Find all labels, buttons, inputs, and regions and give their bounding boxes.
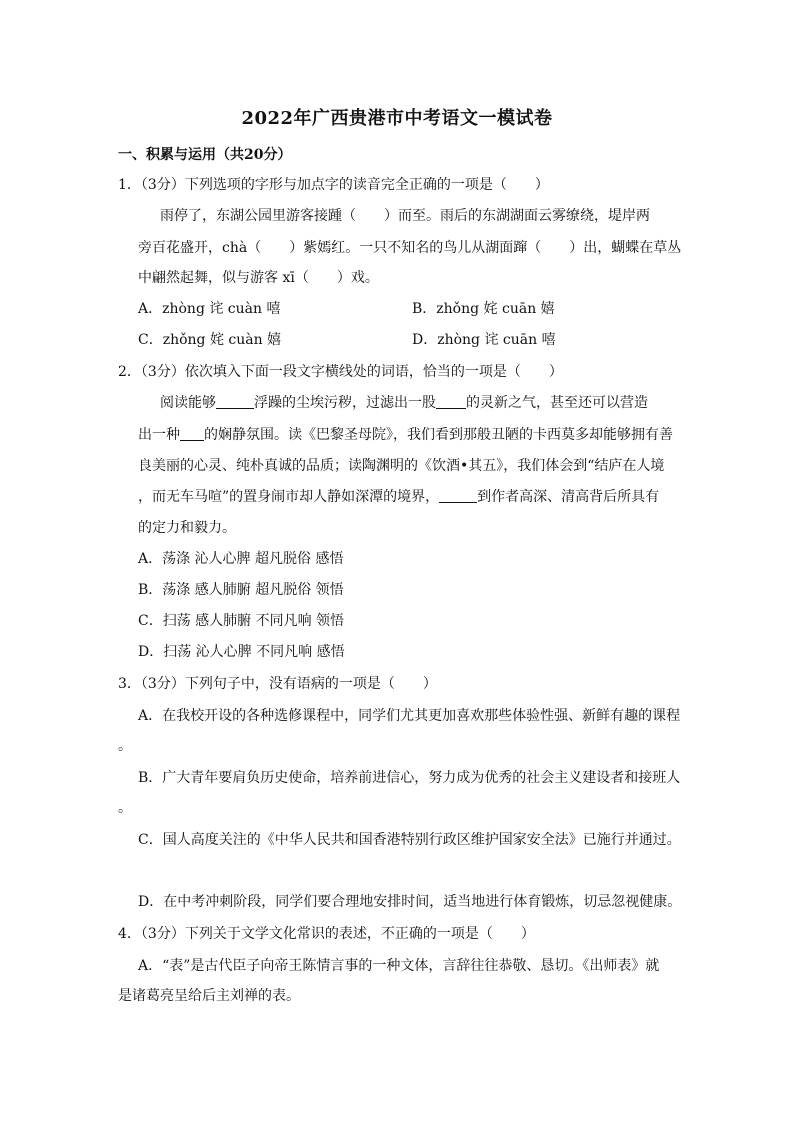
question-2-option-c: C．扫荡 感人肺腑 不同凡响 领悟 [138, 613, 345, 629]
question-3-option-b-continued: 。 [118, 800, 132, 816]
passage-text: 出一种 [138, 427, 180, 443]
answer-blank [439, 488, 477, 503]
question-2-option-d: D．扫荡 沁人心脾 不同凡响 感悟 [138, 644, 345, 660]
answer-blank [436, 394, 466, 409]
question-1-stem: 1．（3分）下列选项的字形与加点字的读音完全正确的一项是（ ） [118, 177, 549, 193]
passage-text: 的娴静氛围。读《巴黎圣母院》，我们看到那般丑陋的卡西莫多却能够拥有善 [204, 427, 673, 443]
question-2-passage-line [160, 393, 648, 413]
question-3-option-c: C．国人高度关注的《中华人民共和国香港特别行政区维护国家安全法》已施行并通过。 [138, 832, 681, 848]
passage-text: 的灵新之气，甚至还可以营造 [466, 395, 648, 411]
question-1-passage-line: 旁百花盛开，chà（ ）紫嫣红。一只不知名的鸟儿从湖面蹿（ ）出，蝴蝶在草丛 [138, 240, 682, 256]
question-4-option-a: A．“表”是古代臣子向帝王陈情言事的一种文体，言辞往往恭敬、恳切。《出师表》就 [138, 958, 660, 974]
question-4-stem: 4．（3分）下列关于文学文化常识的表述，不正确的一项是（ ） [118, 926, 535, 942]
question-1-option-c: C．zhǒng 姹 cuàn 嬉 [138, 332, 282, 348]
question-2-passage-line [138, 425, 673, 445]
question-1-option-a: A．zhòng 诧 cuàn 嘻 [138, 301, 281, 317]
question-2-option-a: A．荡涤 沁人心脾 超凡脱俗 感悟 [138, 551, 344, 567]
question-3-option-a: A．在我校开设的各种选修课程中，同学们尤其更加喜欢那些体验性强、新鲜有趣的课程 [138, 708, 681, 724]
passage-text: 到作者高深、清高背后所具有 [477, 489, 660, 505]
question-2-passage-line [138, 487, 659, 507]
question-1-passage-line: 中翩然起舞，似与游客 xī（ ）戏。 [138, 270, 379, 286]
question-3-stem: 3．（3分）下列句子中，没有语病的一项是（ ） [118, 676, 437, 692]
question-3-option-b: B．广大青年要肩负历史使命，培养前进信心，努力成为优秀的社会主义建设者和接班人 [138, 770, 681, 786]
question-1-option-b: B．zhǒng 姹 cuān 嬉 [412, 301, 555, 317]
question-3-option-a-continued: 。 [118, 738, 132, 754]
passage-text: 浮躁的尘埃污秽，过滤出一股 [254, 395, 436, 411]
section-heading: 一、积累与运用（共20分） [118, 147, 292, 163]
question-2-passage-line: 良美丽的心灵、纯朴真诚的品质；读陶渊明的《饮酒•其五》，我们体会到“结庐在人境 [138, 458, 665, 474]
answer-blank [216, 394, 254, 409]
question-1-passage-line: 雨停了，东湖公园里游客接踵（ ）而至。雨后的东湖湖面云雾缭绕，堤岸两 [160, 208, 650, 224]
answer-blank [180, 426, 204, 441]
page-title: 2022年广西贵港市中考语文一模试卷 [241, 108, 553, 129]
question-4-option-a-continued: 是诸葛亮呈给后主刘禅的表。 [118, 988, 300, 1004]
question-2-option-b: B．荡涤 感人肺腑 超凡脱俗 领悟 [138, 582, 344, 598]
question-1-option-d: D．zhòng 诧 cuān 嘻 [412, 332, 556, 348]
passage-text: ，而无车马喧”的置身闹市却人静如深潭的境界， [138, 489, 440, 505]
question-2-stem: 2．（3分）依次填入下面一段文字横线处的词语，恰当的一项是（ ） [118, 364, 563, 380]
passage-text: 阅读能够 [160, 395, 216, 411]
question-3-option-d: D．在中考冲刺阶段，同学们要合理地安排时间，适当地进行体育锻炼，切忌忽视健康。 [138, 894, 682, 910]
question-2-passage-line: 的定力和毅力。 [138, 520, 236, 536]
